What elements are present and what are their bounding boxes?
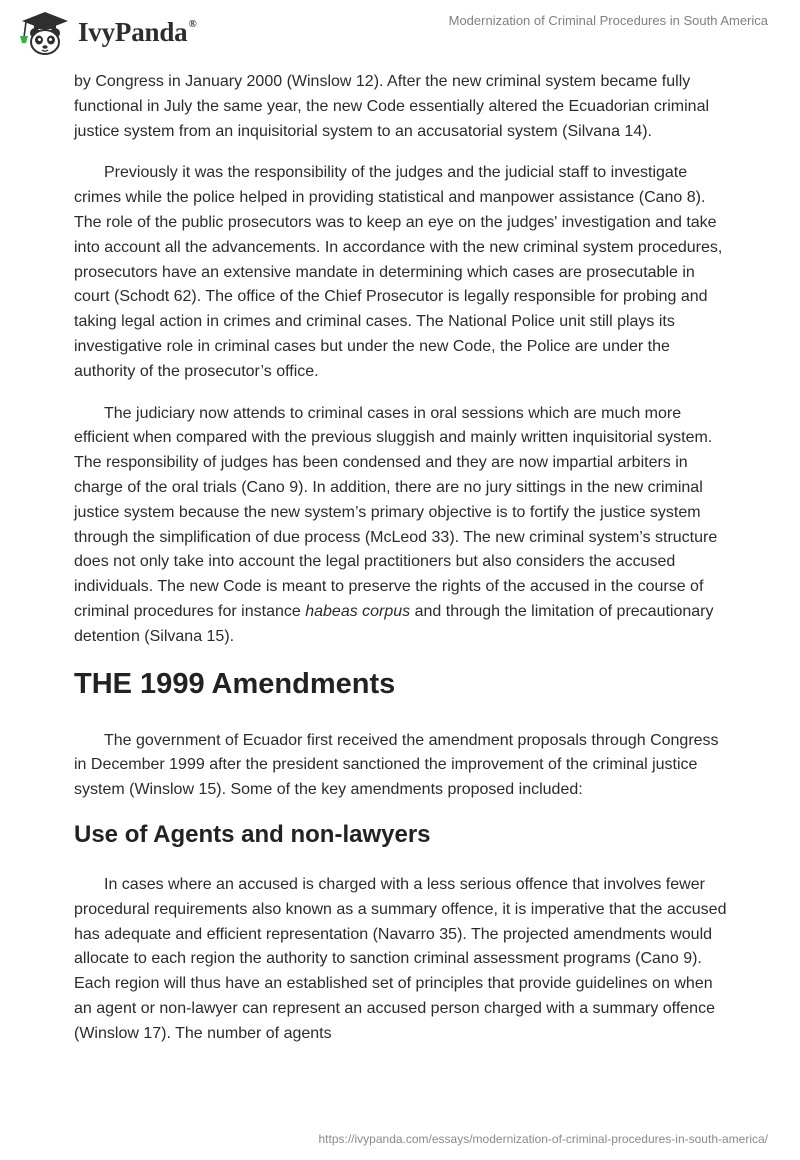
source-url-link[interactable]: https://ivypanda.com/essays/modernization-of-criminal-procedures-in-south-america/	[318, 1132, 768, 1146]
italic-term: habeas corpus	[305, 602, 411, 620]
brand-text: IvyPanda	[78, 17, 188, 47]
brand-name[interactable]	[78, 17, 196, 48]
paragraph-text: and through the limitation of precautionary detention (Silvana 15).	[74, 602, 714, 645]
paragraph-text: The judiciary now attends to criminal cases in oral sessions which are much more efficient when compared with the previous sluggish and mainly written inquisitorial system. The responsibility of judges has been condensed and they are now impartial arbiters in charge of the oral trials (Cano 9). In addition, there are no jury sittings in the new criminal justice system because the new system’s primary objective is to fortify the justice system through the simplification of due process (McLeod 33). The new criminal system’s structure does not only take into account the legal practitioners but also considers the accused individuals. The new Code is meant to preserve the rights of the accused in the course of criminal procedures for instance	[74, 404, 718, 620]
paragraph	[74, 402, 730, 650]
paragraph: The government of Ecuador first received the amendment proposals through Congress in December 1999 after the president sanctioned the improvement of the criminal justice system (Winslow 15). Some of the key amendments proposed included:	[74, 731, 719, 799]
paragraph: Previously it was the responsibility of the judges and the judicial staff to investigate crimes while the police helped in providing statistical and manpower assistance (Cano 8). The role of the public prosecutors was to keep an eye on the judges' investigation and take into account all the advancements. In accordance with the new criminal system procedures, prosecutors have an extensive mandate in determining which cases are prosecutable in court (Schodt 62). The office of the Chief Prosecutor is legally responsible for probing and taking legal action in crimes and criminal cases. The National Police unit still plays its investigative role in criminal cases but under the new Code, the Police are under the authority of the prosecutor’s office.	[74, 164, 723, 380]
article-body	[74, 70, 730, 1064]
paragraph: In cases where an accused is charged with a less serious offence that involves fewer procedural requirements also known as a summary offence, it is imperative that the accused has adequate and efficient representation (Navarro 35). The projected amendments would allocate to each region the authority to sanction criminal assessment programs (Cano 9). Each region will thus have an established set of principles that provide guidelines on when an agent or non-lawyer can represent an accused person charged with a summary offence (Winslow 17). The number of agents	[74, 875, 727, 1042]
registered-mark: ®	[188, 18, 197, 30]
subsection-heading: Use of Agents and non-lawyers	[74, 820, 431, 848]
document-title: Modernization of Criminal Procedures in South America	[448, 13, 768, 28]
panda-graduate-logo-icon[interactable]	[14, 9, 76, 57]
paragraph: by Congress in January 2000 (Winslow 12). After the new criminal system became fully functional in July the same year, the new Code essentially altered the Ecuadorian criminal justice system from an inquisitorial system to an accusatorial system (Silvana 14).	[74, 73, 710, 140]
page-header	[0, 0, 800, 70]
section-heading: THE 1999 Amendments	[74, 667, 396, 700]
